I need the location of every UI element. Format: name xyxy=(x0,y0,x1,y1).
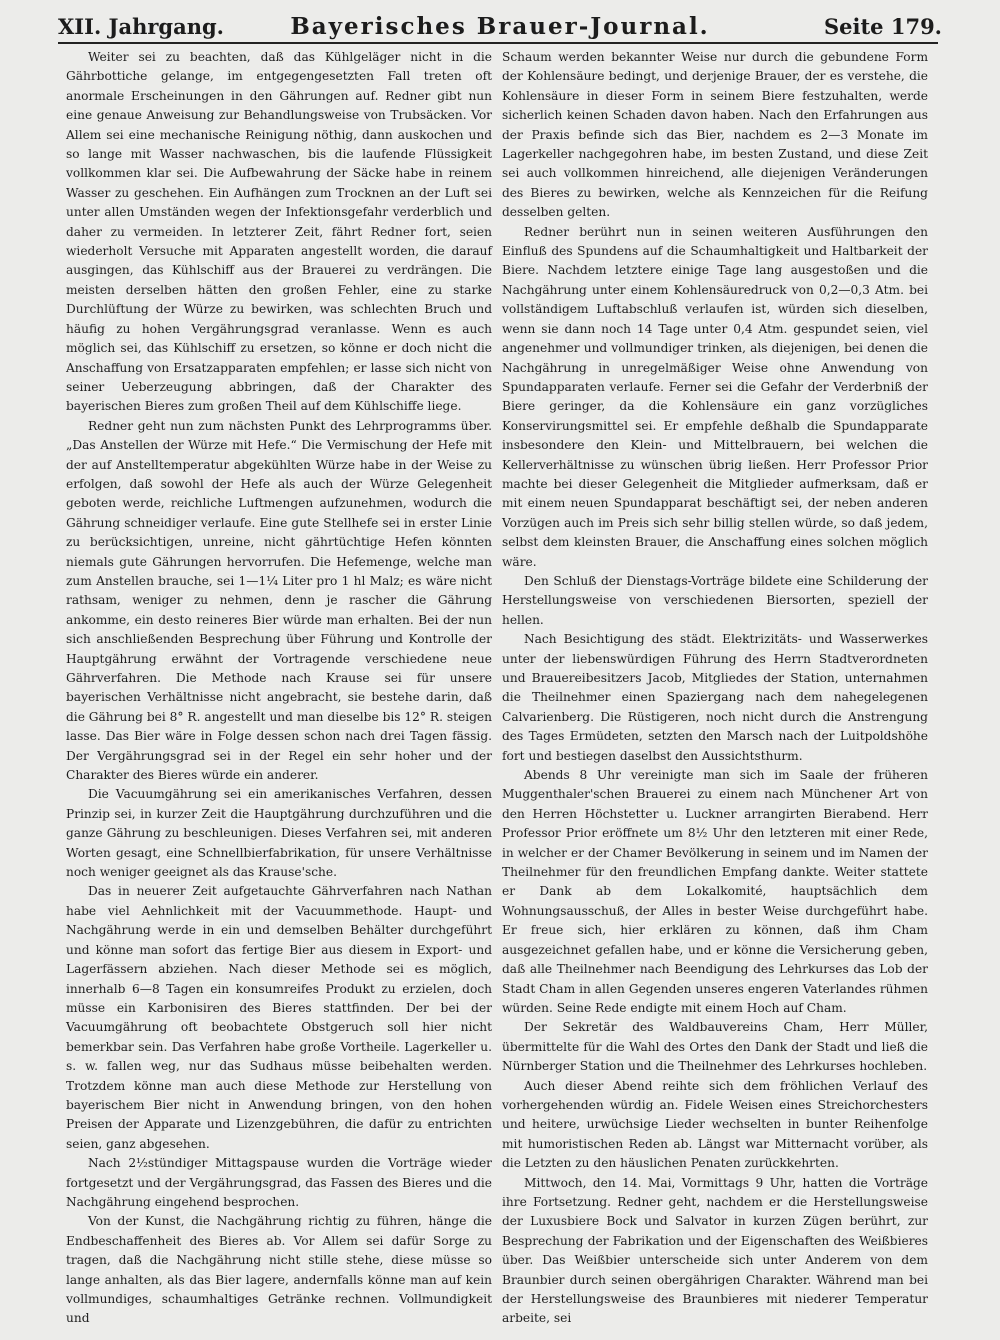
right-column xyxy=(502,48,928,1329)
paragraph: Nach 2½stündiger Mittagspause wurden die Vorträge wieder fortgesetzt und der Vergährungsgrad, das Fassen des Bieres und die Nachgährung eingehend besprochen. xyxy=(66,1156,492,1209)
paragraph: Mittwoch, den 14. Mai, Vormittags 9 Uhr, hatten die Vorträge ihre Fortsetzung. Redner geht, nachdem er die Herstellungsweise der Luxusbiere Bock und Salvator in kurzen Zügen berührt, zur Besprechung der Fabrikation und der Eigenschaften des Weißbieres über. Das Weißbier unterscheide sich unter Anderem von dem Braunbier durch seinen obergährigen Charakter. Während man bei der Herstellungsweise des Braunbieres mit niederer Temperatur arbeite, sei xyxy=(502,1175,928,1326)
page-number: Seite 179. xyxy=(823,14,942,39)
paragraph: Redner geht nun zum nächsten Punkt des Lehrprogramms über. „Das Anstellen der Würze mit Hefe.“ Die Vermischung der Hefe mit der auf Anstelltemperatur abgekühlten Würze habe in der Weise zu erfolgen, daß sowohl der Hefe als auch der Würze Gelegenheit geboten werde, reichliche Luftmengen aufzunehmen, wodurch die Gährung schneidiger verlaufe. Eine gute Stellhefe sei in erster Linie zu berücksichtigen, unreine, nicht gährtüchtige Hefen könnten niemals gute Gährungen hervorrufen. Die Hefemenge, welche man zum Anstellen brauche, sei 1—1¼ Liter pro 1 hl Malz; es wäre nicht rathsam, weniger zu nehmen, denn je rascher die Gährung ankomme, ein desto reineres Bier würde man erhalten. Bei der nun sich anschließenden Besprechung über Führung und Kontrolle der Hauptgährung erwähnt der Vortragende verschiedene neue Gährverfahren. Die Methode nach Krause sei für unsere bayerischen Verhältnisse nicht angebracht, sie bestehe darin, daß die Gährung bei 8° R. angestellt und man dieselbe bis 12° R. steigen lasse. Das Bier wäre in Folge dessen schon nach drei Tagen fässig. Der Vergährungsgrad sei in der Regel ein sehr hoher und der Charakter des Bieres würde ein anderer. xyxy=(66,418,492,783)
paragraph: Weiter sei zu beachten, daß das Kühlgeläger nicht in die Gährbottiche gelange, im entgegengesetzten Fall treten oft anormale Erscheinungen in den Gährungen auf. Redner gibt nun eine genaue Anweisung zur Behandlungsweise von Trubsäcken. Vor Allem sei eine mechanische Reinigung nöthig, dann auskochen und so lange mit Wasser nachwaschen, bis die laufende Flüssigkeit vollkommen klar sei. Die Aufbewahrung der Säcke habe in reinem Wasser zu geschehen. Ein Aufhängen zum Trocknen an der Luft sei unter allen Umständen wegen der Infektionsgefahr verderblich und daher zu vermeiden. In letzterer Zeit, fährt Redner fort, seien wiederholt Versuche mit Apparaten angestellt worden, die darauf ausgingen, das Kühlschiff aus der Brauerei zu verdrängen. Die meisten derselben hätten den großen Fehler, eine zu starke Durchlüftung der Würze zu bewirken, was schlechten Bruch und häufig zu hohen Vergährungsgrad veranlasse. Wenn es auch möglich sei, das Kühlschiff zu ersetzen, so könne er doch nicht die Anschaffung von Ersatzapparaten empfehlen; er lasse sich nicht von seiner Ueberzeugung abbringen, daß der Charakter des bayerischen Bieres zum großen Theil auf dem Kühlschiffe liege. xyxy=(66,50,492,414)
paragraph: Von der Kunst, die Nachgährung richtig zu führen, hänge die Endbeschaffenheit des Bieres ab. Vor Allem sei dafür Sorge zu tragen, daß die Nachgährung nicht stille stehe, diese müsse so lange anhalten, als das Bier lagere, andernfalls könne man auf kein vollmundiges, schaumhaltiges Getränke rechnen. Vollmundigkeit und xyxy=(66,1214,492,1326)
paragraph: Die Vacuumgährung sei ein amerikanisches Verfahren, dessen Prinzip sei, in kurzer Zeit die Hauptgährung durchzuführen und die ganze Gährung zu beschleunigen. Dieses Verfahren sei, mit anderen Worten gesagt, eine Schnellbierfabrikation, für unsere Verhältnisse noch weniger geeignet als das Krause'sche. xyxy=(66,787,492,880)
paragraph: Der Sekretär des Waldbauvereins Cham, Herr Müller, übermittelte für die Wahl des Ortes den Dank der Stadt und ließ die Nürnberger Station und die Theilnehmer des Lehrkurses hochleben. xyxy=(502,1020,928,1074)
paragraph: Redner berührt nun in seinen weiteren Ausführungen den Einfluß des Spundens auf die Schaumhaltigkeit und Haltbarkeit der Biere. Nachdem letztere einige Tage lang ausgestoßen und die Nachgährung unter einem Kohlensäuredruck von 0,2—0,3 Atm. bei vollständigem Luftabschluß verlaufen ist, würden sich dieselben, wenn sie dann noch 14 Tage unter 0,4 Atm. gespundet seien, viel angenehmer und vollmundiger trinken, als diejenigen, bei denen die Nachgährung in unregelmäßiger Weise ohne Anwendung von Spundapparaten verlaufe. Ferner sei die Gefahr der Verderbniß der Biere geringer, da die Kohlensäure ein ganz vorzügliches Konservirungsmittel sei. Er empfehle deßhalb die Spundapparate insbesondere den Klein- und Mittelbrauern, bei welchen die Kellerverhältnisse zu wünschen übrig ließen. Herr Professor Prior machte bei dieser Gelegenheit die Mitglieder aufmerksam, daß er mit einem neuen Spundapparat beschäftigt sei, der neben anderen Vorzügen auch im Preis sich sehr billig stellen würde, so daß jedem, selbst dem kleinsten Brauer, die Anschaffung eines solchen möglich wäre. xyxy=(502,224,928,569)
paragraph: Auch dieser Abend reihte sich dem fröhlichen Verlauf des vorhergehenden würdig an. Fidele Weisen eines Streichorchesters und heitere, urwüchsige Lieder wechselten in bunter Reihenfolge mit humoristischen Reden ab. Längst war Mitternacht vorüber, als die Letzten zu den häuslichen Penaten zurückkehrten. xyxy=(502,1078,928,1171)
page-header xyxy=(58,8,942,42)
paragraph: Nach Besichtigung des städt. Elektrizitäts- und Wasserwerkes unter der liebenswürdigen Führung des Herrn Stadtverordneten und Brauereibesitzers Jacob, Mitgliedes der Station, unternahmen die Theilnehmer einen Spaziergang nach dem nahegelegenen Calvarienberg. Die Rüstigeren, noch nicht durch die Anstrengung des Tages Ermüdeten, setzten den Marsch nach der Luitpoldshöhe fort und bestiegen daselbst den Aussichtsthurm. xyxy=(502,632,928,763)
journal-title: Bayerisches Brauer-Journal. xyxy=(290,13,710,40)
header-rule xyxy=(58,42,938,44)
volume-label: XII. Jahrgang. xyxy=(58,14,224,39)
paragraph: Das in neuerer Zeit aufgetauchte Gährverfahren nach Nathan habe viel Aehnlichkeit mit der Vacuummethode. Haupt- und Nachgährung werde in ein und demselben Behälter durchgeführt und könne man sofort das fertige Bier aus diesem in Export- und Lagerfässern abziehen. Nach dieser Methode sei es möglich, innerhalb 6—8 Tagen ein konsumreifes Produkt zu erzielen, doch müsse ein Karbonisiren des Bieres stattfinden. Der bei der Vacuumgährung oft beobachtete Obstgeruch soll hier nicht bemerkbar sein. Das Verfahren habe große Vortheile. Lagerkeller u. s. w. fallen weg, nur das Sudhaus müsse beibehalten werden. Trotzdem könne man auch diese Methode zur Herstellung von bayerischem Bier nicht in Anwendung bringen, von den hohen Preisen der Apparate und Lizenzgebühren, die dafür zu entrichten seien, ganz abgesehen. xyxy=(66,884,492,1151)
paragraph: Abends 8 Uhr vereinigte man sich im Saale der früheren Muggenthaler'schen Brauerei zu einem nach Münchener Art von den Herren Höchstetter u. Luckner arrangirten Bierabend. Herr Professor Prior eröffnete um 8½ Uhr den letzteren mit einer Rede, in welcher er der Chamer Bevölkerung in seinem und im Namen der Theilnehmer für den freundlichen Empfang dankte. Weiter stattete er Dank ab dem Lokalkomité, hauptsächlich dem Wohnungsausschuß, der Alles in bester Weise durchgeführt habe. Er freue sich, hier erklären zu können, daß ihm Cham ausgezeichnet gefallen habe, und er könne die Versicherung geben, daß alle Theilnehmer nach Beendigung des Lehrkurses das Lob der Stadt Cham in allen Gegenden unseres engeren Vaterlandes rühmen würden. Seine Rede endigte mit einem Hoch auf Cham. xyxy=(502,768,928,1015)
paragraph: Schaum werden bekannter Weise nur durch die gebundene Form der Kohlensäure bedingt, und derjenige Brauer, der es verstehe, die Kohlensäure in dieser Form in seinem Biere festzuhalten, werde sicherlich keinen Schaden davon haben. Nach den Erfahrungen aus der Praxis befinde sich das Bier, nachdem es 2—3 Monate im Lagerkeller nachgegohren habe, im besten Zustand, und diese Zeit sei auch vollkommen hinreichend, alle diejenigen Veränderungen des Bieres zu bewirken, welche als Kennzeichen für die Reifung desselben gelten. xyxy=(502,50,928,220)
paragraph: Den Schluß der Dienstags-Vorträge bildete eine Schilderung der Herstellungsweise von verschiedenen Biersorten, speziell der hellen. xyxy=(502,573,928,627)
left-column xyxy=(66,48,492,1329)
